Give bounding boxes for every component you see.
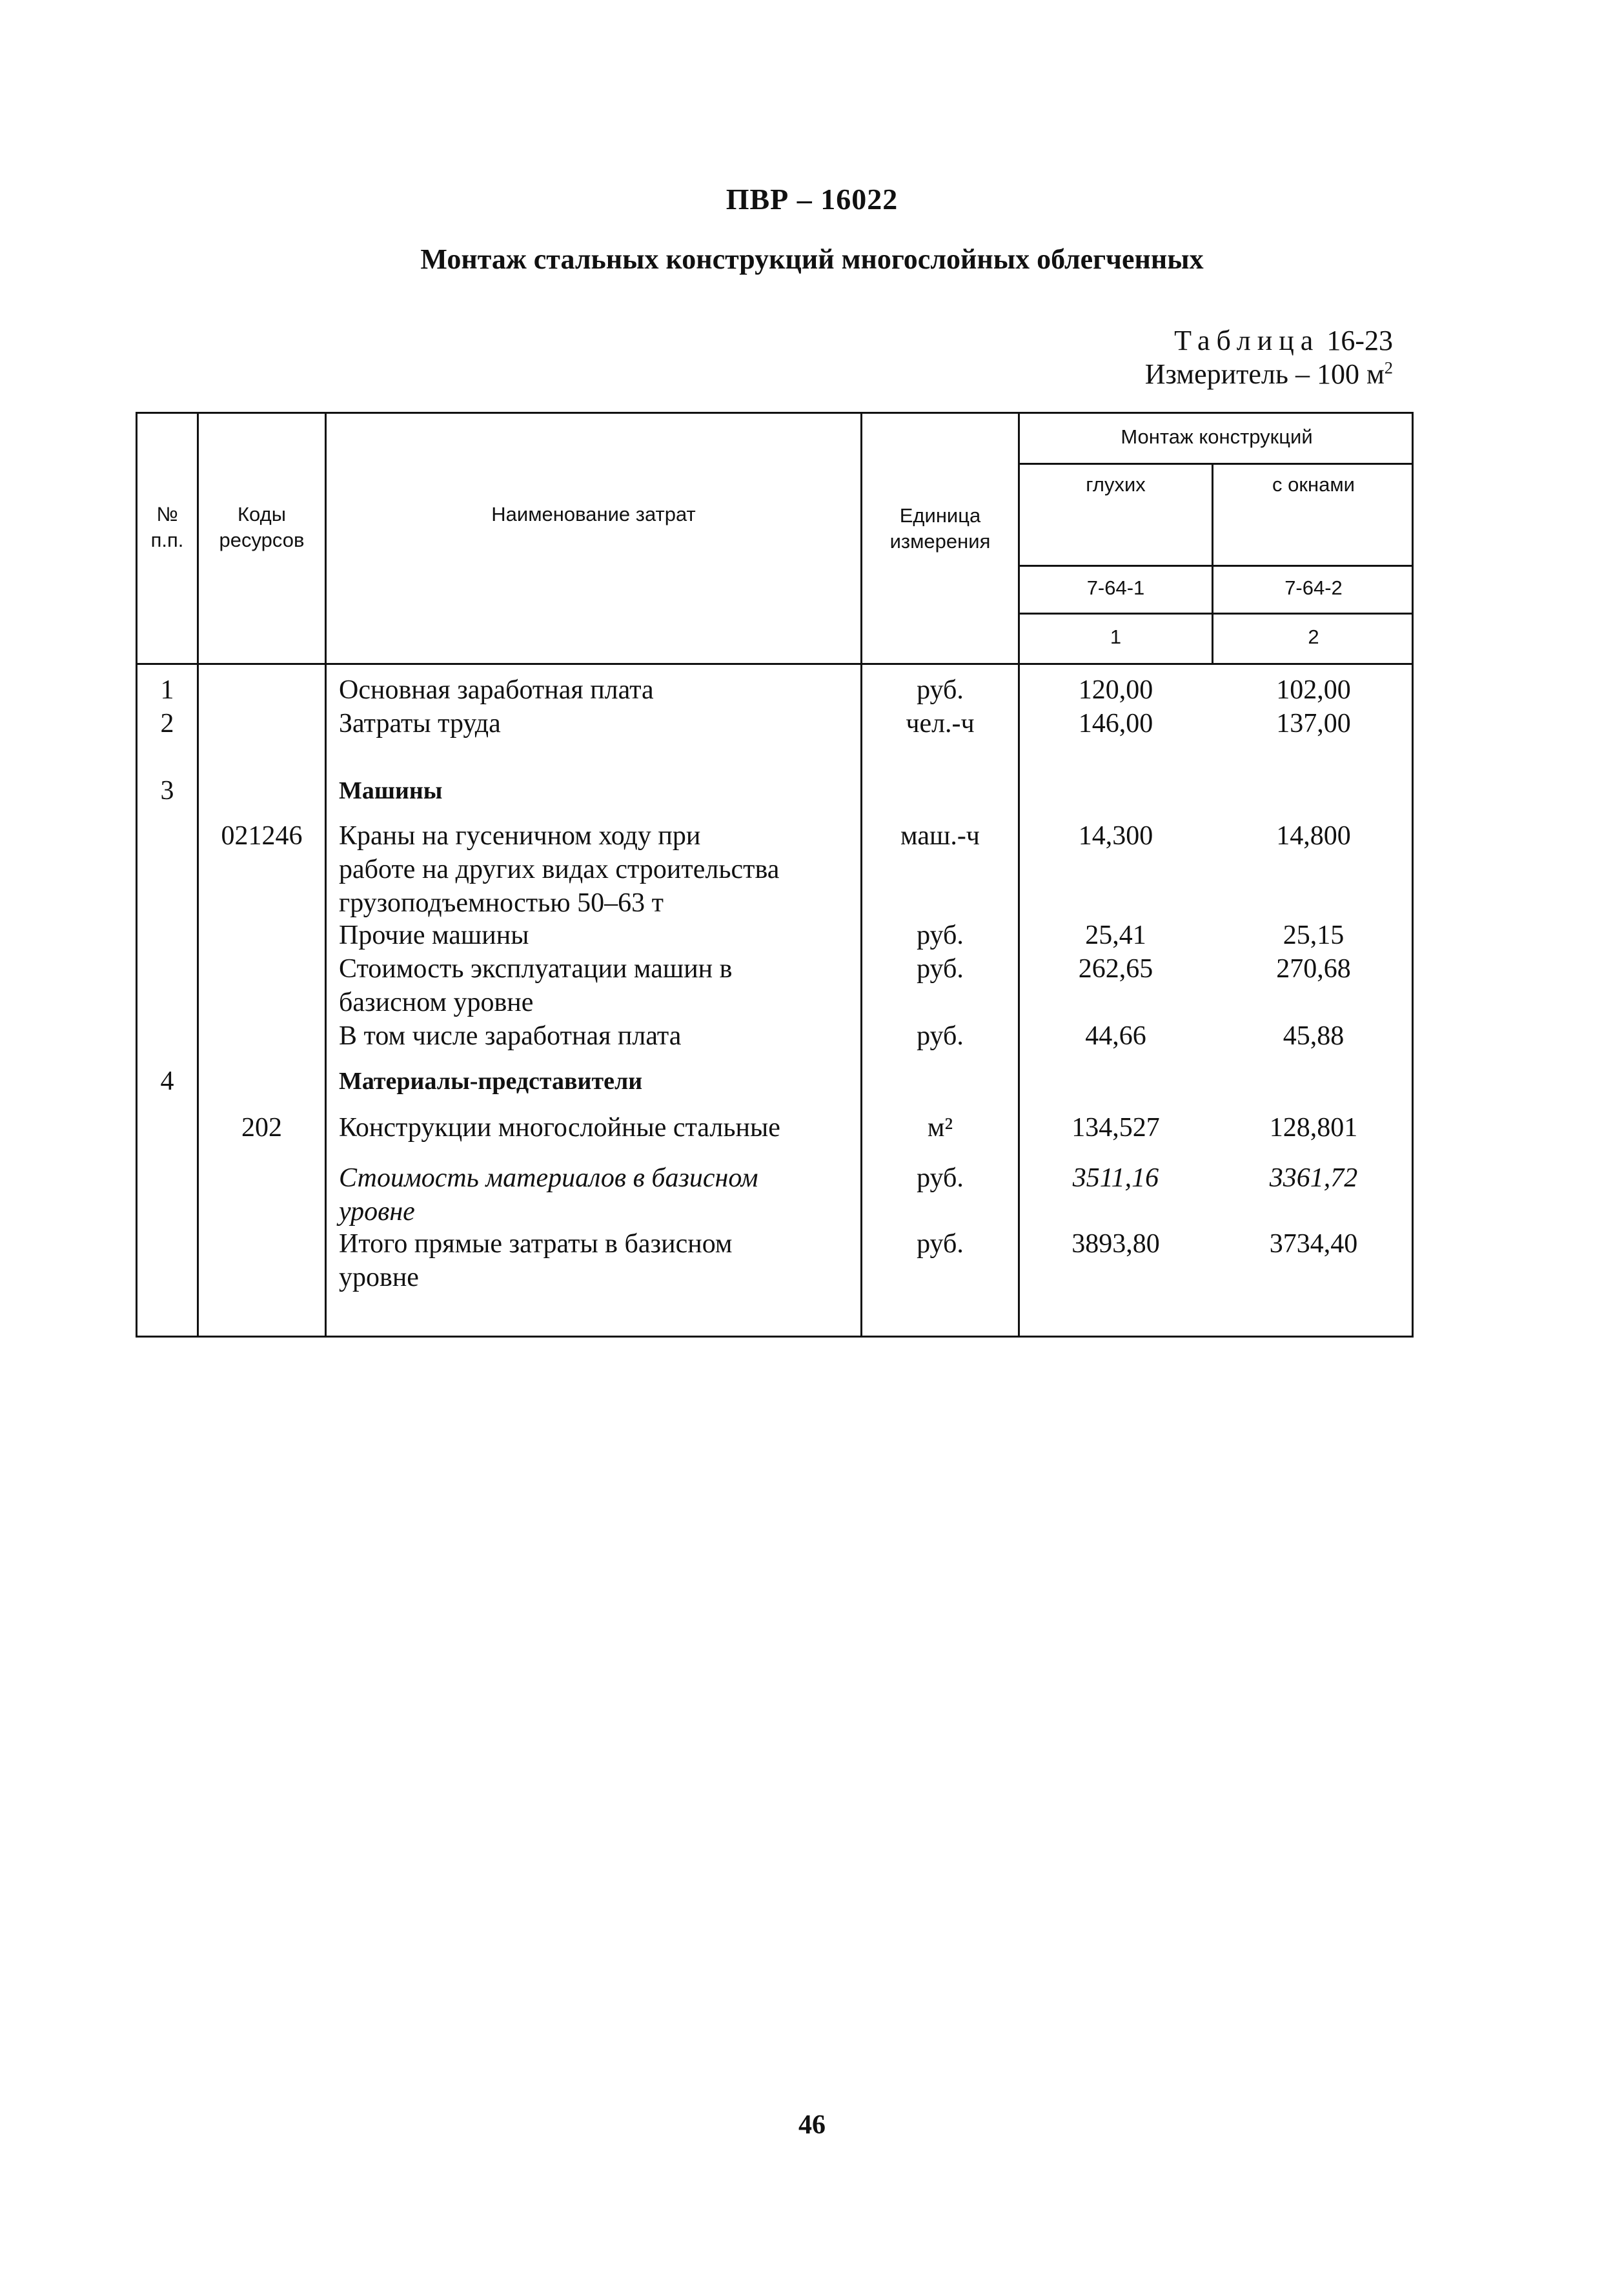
cell-num: 3 — [160, 776, 174, 806]
cell-num: 2 — [160, 709, 174, 738]
header-bottom-divider — [137, 663, 1414, 665]
cell-unit: маш.-ч — [900, 821, 980, 851]
cell-v2: 45,88 — [1283, 1021, 1345, 1051]
cell-v2: 3734,40 — [1269, 1229, 1358, 1259]
cell-name-line: Затраты труда — [339, 709, 501, 738]
cell-unit: руб. — [917, 954, 964, 984]
cell-name-line: базисном уровне — [339, 988, 534, 1017]
cell-name-line: Краны на гусеничном ходу при — [339, 821, 701, 851]
cell-v2: 137,00 — [1276, 709, 1351, 738]
document-subtitle: Монтаж стальных конструкций многослойных облегченных — [420, 243, 1204, 275]
cell-unit: руб. — [917, 675, 964, 705]
cell-name-line: Машины — [339, 777, 443, 804]
header-name: Наименование затрат — [491, 503, 696, 525]
cell-name-line: уровне — [339, 1197, 415, 1227]
row-divider — [1018, 565, 1414, 567]
row-divider — [1018, 613, 1414, 615]
cell-unit: руб. — [917, 1021, 964, 1051]
cell-v2: 3361,72 — [1269, 1163, 1358, 1193]
cell-name-line: Основная заработная плата — [339, 675, 654, 705]
cell-v2: 25,15 — [1283, 921, 1345, 950]
cell-name-line: Прочие машины — [339, 921, 529, 950]
cell-name-line: уровне — [339, 1263, 419, 1292]
cell-v1: 146,00 — [1078, 709, 1153, 738]
cell-name-line: Стоимость эксплуатации машин в — [339, 954, 733, 984]
cell-num: 1 — [160, 675, 174, 705]
header-group: Монтаж конструкций — [1121, 425, 1313, 448]
cell-name-line: Стоимость материалов в базисном — [339, 1163, 758, 1193]
cell-name-line: работе на других видах строительства — [339, 855, 780, 884]
header-col2-code: 7-64-2 — [1284, 576, 1343, 599]
cell-v1: 14,300 — [1078, 821, 1153, 851]
cell-v2: 270,68 — [1276, 954, 1351, 984]
measure-text: Измеритель – 100 м — [1144, 358, 1385, 390]
cell-unit: чел.-ч — [906, 709, 975, 738]
page-number: 46 — [798, 2110, 826, 2140]
cell-v1: 120,00 — [1078, 675, 1153, 705]
cell-code: 021246 — [221, 821, 303, 851]
header-code: Коды ресурсов — [219, 503, 305, 551]
header-col1-name: глухих — [1086, 473, 1146, 496]
table-label-line — [1145, 324, 1393, 358]
cell-v1: 262,65 — [1078, 954, 1153, 984]
cell-unit: руб. — [917, 1163, 964, 1193]
table-number: 16-23 — [1326, 325, 1393, 356]
cell-unit: руб. — [917, 1229, 964, 1259]
cell-v1: 3511,16 — [1072, 1163, 1159, 1193]
col-divider — [1018, 414, 1020, 1338]
cell-code: 202 — [241, 1113, 282, 1143]
header-num: № п.п. — [150, 503, 184, 551]
table-label: Таблица — [1174, 325, 1320, 356]
measure-line — [1145, 358, 1393, 391]
table-caption — [1145, 324, 1393, 391]
header-col1-index: 1 — [1110, 626, 1122, 648]
header-unit: Единица измерения — [889, 504, 991, 553]
cell-v1: 134,527 — [1071, 1113, 1160, 1143]
cell-v2: 128,801 — [1269, 1113, 1358, 1143]
cell-unit: м² — [927, 1113, 953, 1143]
cell-v2: 14,800 — [1276, 821, 1351, 851]
cell-name-line: Конструкции многослойные стальные — [339, 1113, 780, 1143]
measure-sup: 2 — [1384, 358, 1393, 378]
cell-v2: 102,00 — [1276, 675, 1351, 705]
cell-unit: руб. — [917, 921, 964, 950]
header-col2-index: 2 — [1308, 626, 1319, 648]
cell-v1: 3893,80 — [1071, 1229, 1160, 1259]
document-title: ПВР – 16022 — [726, 183, 898, 216]
row-divider — [1018, 463, 1414, 465]
col-divider — [325, 414, 327, 1338]
cell-name-line: Итого прямые затраты в базисном — [339, 1229, 733, 1259]
header-col1-code: 7-64-1 — [1086, 576, 1145, 599]
cell-v1: 44,66 — [1085, 1021, 1146, 1051]
header-col2-name: с окнами — [1272, 473, 1355, 496]
cell-name-line: грузоподъемностью 50–63 т — [339, 888, 664, 918]
cell-v1: 25,41 — [1085, 921, 1146, 950]
cell-num: 4 — [160, 1066, 174, 1096]
cell-name-line: В том числе заработная плата — [339, 1021, 682, 1051]
cell-name-line: Материалы-представители — [339, 1068, 643, 1095]
cost-table — [136, 412, 1414, 1338]
